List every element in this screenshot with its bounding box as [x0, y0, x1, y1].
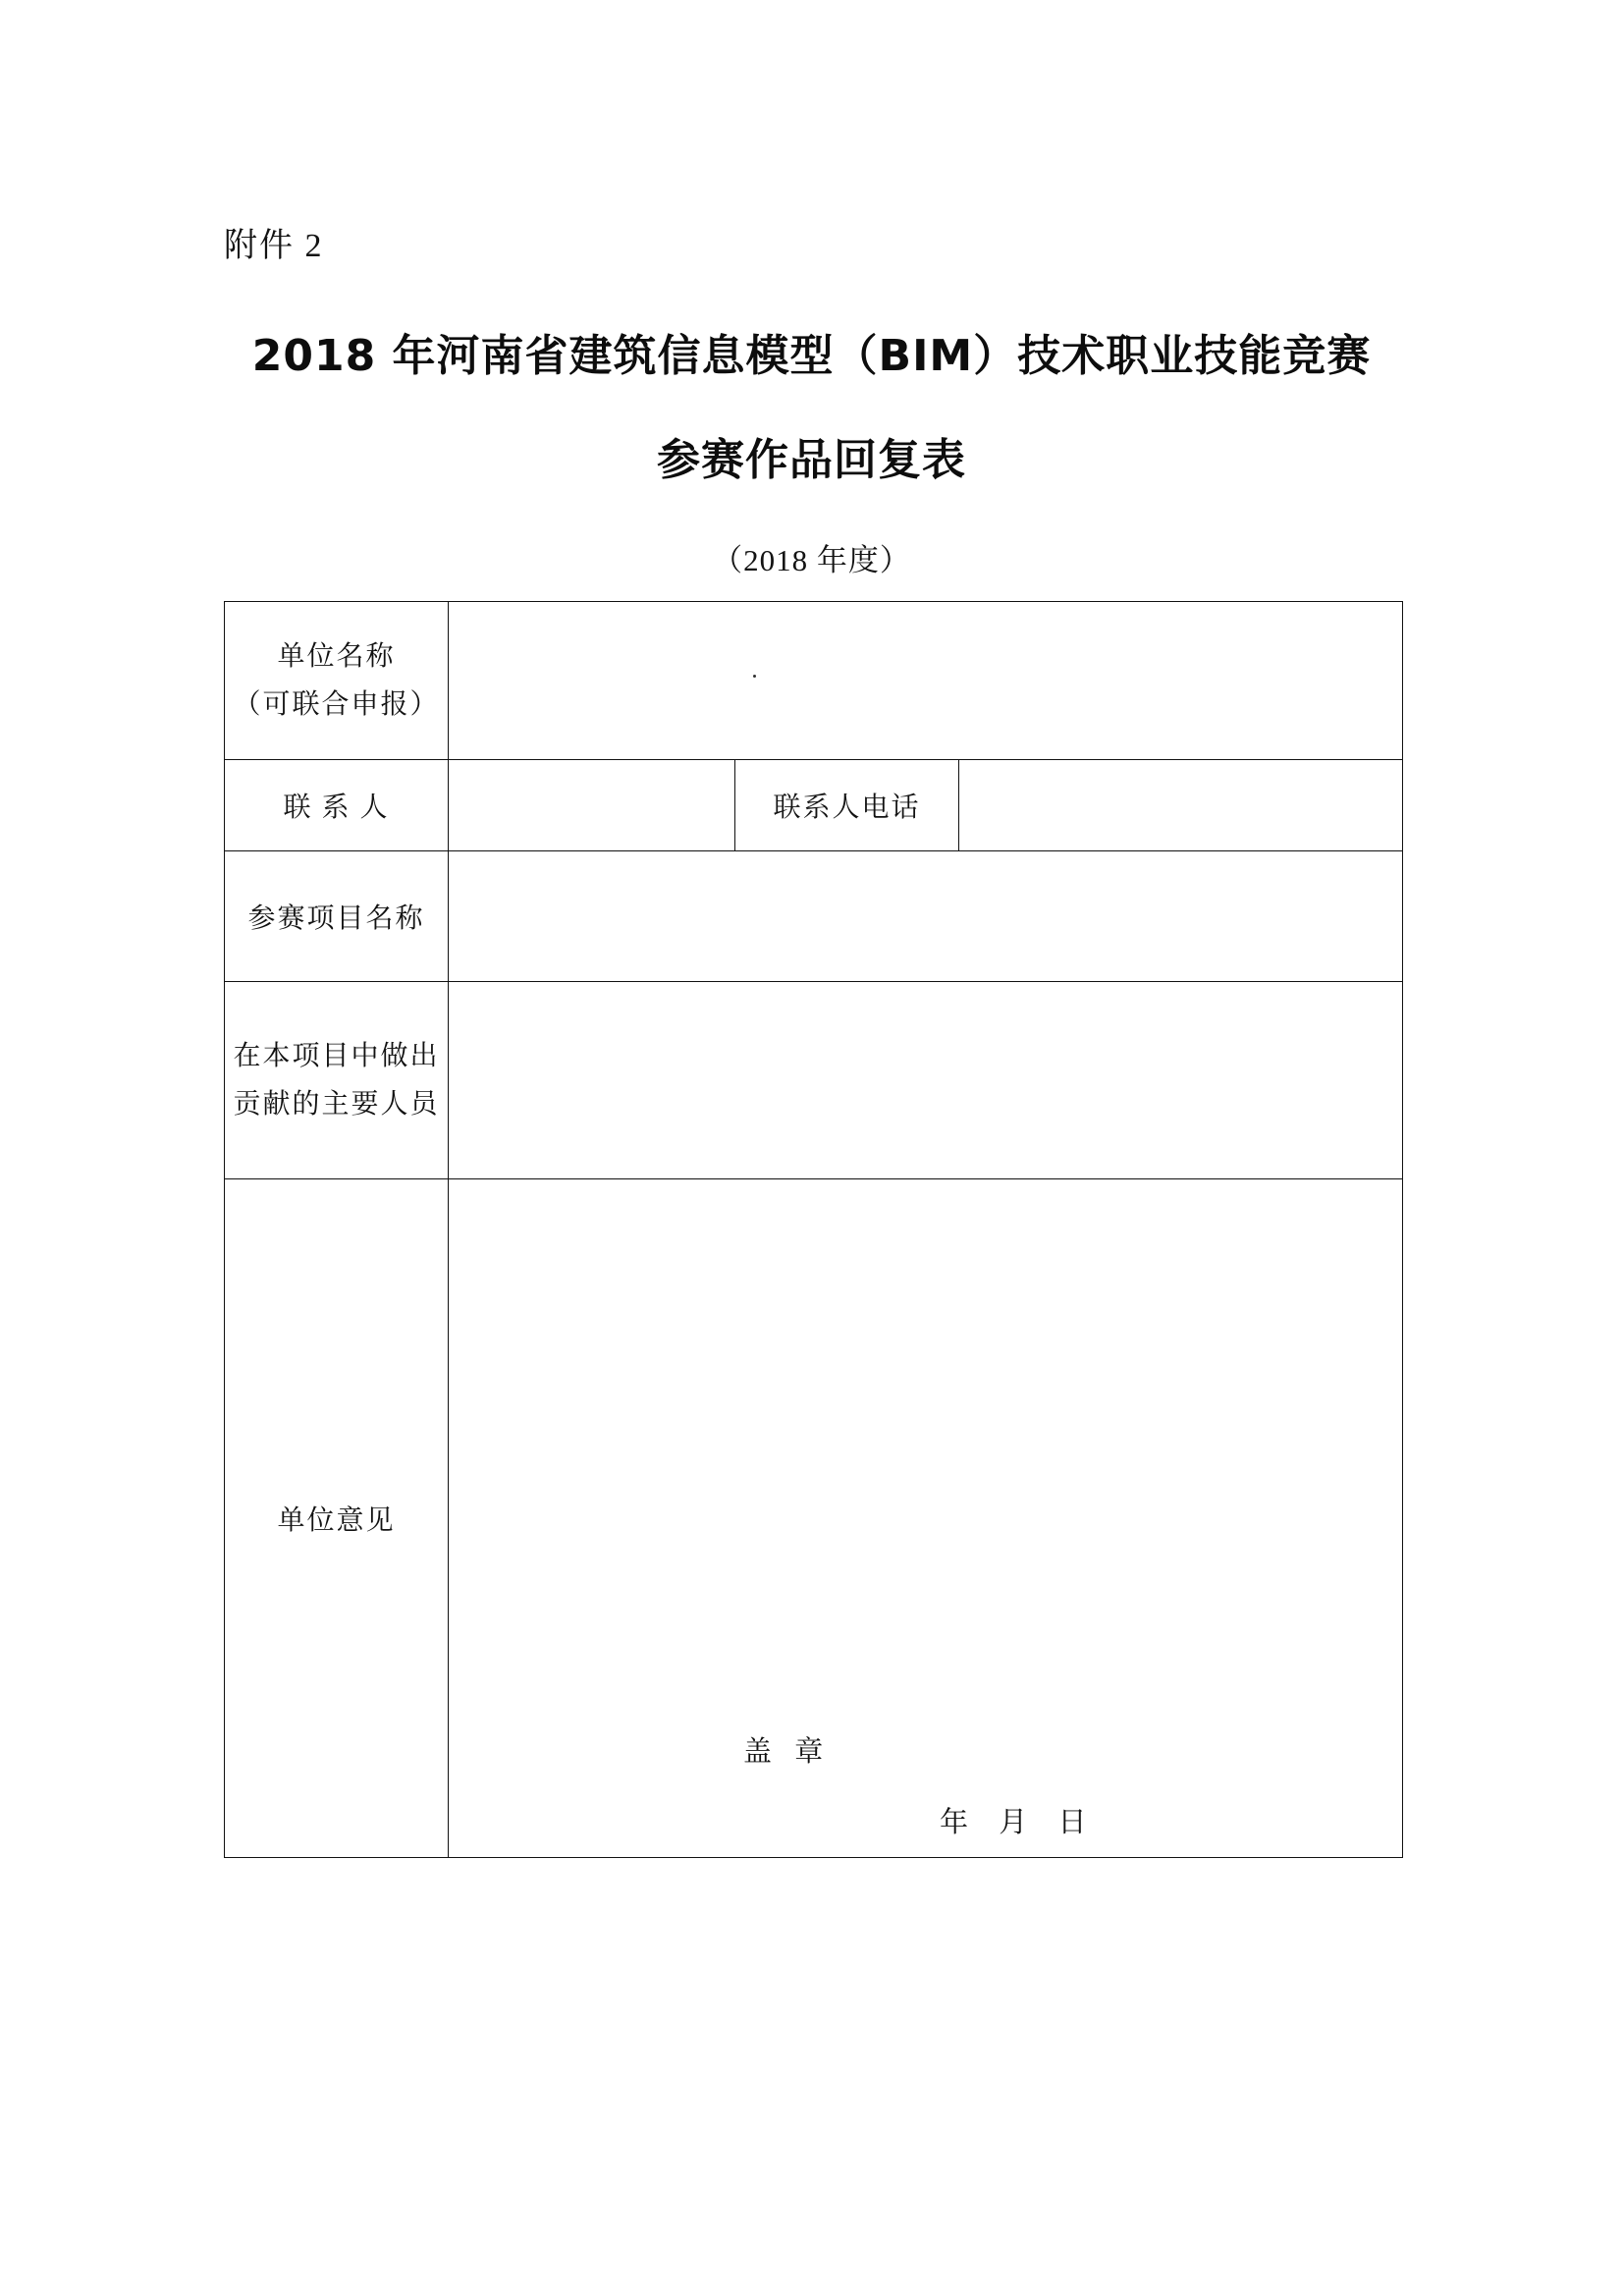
attachment-label: 附件 2 [224, 228, 324, 264]
unit-name-input-area[interactable] [449, 602, 1402, 759]
page-subtitle: （2018 年度） [712, 543, 911, 577]
table-row [225, 982, 1403, 1179]
unit-opinion-label: 单位意见 [225, 1179, 449, 1858]
table-row [225, 602, 1403, 760]
application-form-table [224, 601, 1403, 1858]
stray-dot-mark [753, 675, 756, 678]
unit-name-label-line1: 单位名称 [277, 641, 396, 672]
unit-name-field[interactable] [449, 602, 1403, 760]
unit-name-label-line2: （可联合申报） [233, 689, 440, 720]
date-placeholder: 年 月 日 [940, 1807, 1099, 1838]
table-row [225, 760, 1403, 851]
main-contributors-field[interactable] [449, 982, 1403, 1179]
contact-person-label: 联 系 人 [225, 760, 449, 851]
table-row [225, 1179, 1403, 1858]
project-name-field[interactable] [449, 851, 1403, 982]
main-contributors-label-line2: 贡献的主要人员 [233, 1089, 440, 1120]
contact-phone-label: 联系人电话 [735, 760, 959, 851]
seal-placeholder: 盖 章 [743, 1736, 832, 1768]
main-contributors-label-line1: 在本项目中做出 [233, 1041, 440, 1071]
unit-name-label [225, 602, 449, 760]
contact-phone-field[interactable] [959, 760, 1403, 851]
project-name-label: 参赛项目名称 [225, 851, 449, 982]
unit-opinion-input-area[interactable] [449, 1179, 1402, 1857]
contact-person-field[interactable] [449, 760, 735, 851]
main-contributors-label [225, 982, 449, 1179]
page-title [0, 320, 1623, 487]
table-row [225, 851, 1403, 982]
page-title-line2: 参赛作品回复表 [657, 435, 966, 485]
unit-opinion-field[interactable] [449, 1179, 1403, 1858]
page-title-line1: 2018 年河南省建筑信息模型（BIM）技术职业技能竞赛 [251, 331, 1372, 381]
